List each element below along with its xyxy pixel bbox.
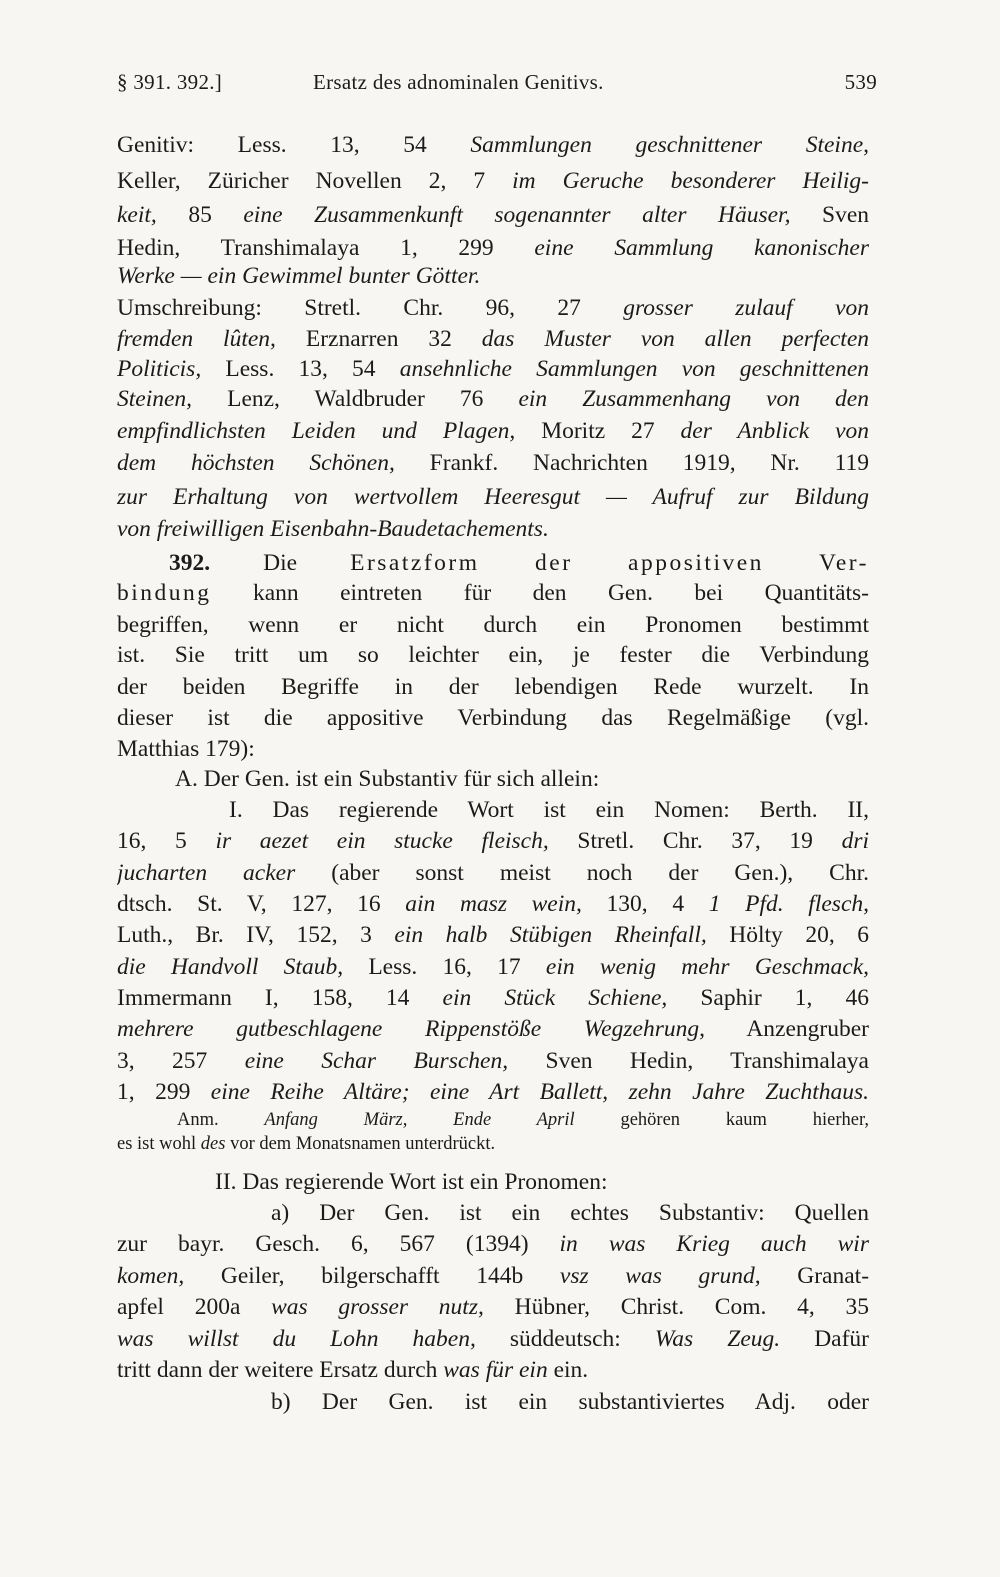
italic-citation: was willst du Lohn haben, (117, 1326, 476, 1352)
text-run: 85 (156, 202, 244, 228)
italic-citation: mehrere gutbeschlagene Rippenstöße Wegzehrung, (117, 1016, 705, 1042)
italic-citation: ein wenig mehr Geschmack, (545, 954, 869, 980)
text-line (117, 983, 869, 1013)
text-line (229, 795, 869, 825)
text-line (117, 130, 869, 160)
italic-citation: eine Reihe Altäre; eine Art Ballett, zehn Jahre Zuchthaus. (210, 1079, 869, 1105)
text-run: Moritz 27 (515, 418, 681, 444)
text-line (117, 1132, 697, 1162)
text-run: Ersatzform der appositiven Ver- (350, 550, 869, 576)
text-run: Geiler, bilgerschafft 144b (184, 1263, 560, 1289)
text-line (117, 233, 869, 263)
text-run: Saphir 1, 46 (667, 985, 869, 1011)
italic-citation: ein Stück Schiene, (442, 985, 668, 1011)
italic-citation: keit, (117, 202, 157, 228)
text-line (215, 1167, 869, 1197)
text-run: A. Der Gen. ist ein Substantiv für sich allein: (175, 766, 600, 792)
text-run: begriffen, wenn er nicht durch ein Pronomen bestimmt (117, 612, 869, 638)
italic-citation: ein halb Stübigen Rheinfall, (394, 922, 707, 948)
text-run: Less. 16, 17 (343, 954, 546, 980)
text-line (117, 354, 869, 384)
text-line (117, 1261, 869, 1291)
text-run: (aber sonst meist noch der Gen.), Chr. (295, 860, 869, 886)
text-line (117, 1014, 869, 1044)
italic-citation: im Geruche besonderer Heilig- (512, 168, 869, 194)
italic-citation: dem höchsten Schönen, (117, 450, 395, 476)
text-line (117, 640, 869, 670)
italic-citation: zur Erhaltung von wertvollem Heeresgut — Aufruf zur Bildung (117, 484, 869, 510)
text-line (117, 1292, 869, 1322)
text-line (117, 1355, 869, 1385)
italic-citation: eine Sammlung kanonischer (534, 235, 869, 261)
text-line (271, 1198, 869, 1228)
italic-citation: ain masz wein, (405, 891, 582, 917)
italic-citation: komen, (117, 1263, 185, 1289)
text-run: dtsch. St. V, 127, 16 (117, 891, 406, 917)
italic-citation: Was Zeug. (654, 1326, 781, 1352)
text-run: ist. Sie tritt um so leichter ein, je fester die Verbindung (117, 642, 869, 668)
italic-citation: Anfang März, Ende April (264, 1110, 575, 1130)
text-run: 130, 4 (581, 891, 709, 917)
italic-citation: fremden lûten, (117, 326, 276, 352)
text-run: tritt dann der weitere Ersatz durch (117, 1357, 444, 1383)
text-line (117, 448, 869, 478)
text-run: Lenz, Waldbruder 76 (192, 386, 519, 412)
text-run: der beiden Begriffe in der lebendigen Rede wurzelt. In (117, 674, 869, 700)
italic-citation: eine Schar Burschen, (244, 1048, 509, 1074)
text-run: gehören kaum hierher, (574, 1110, 869, 1130)
text-line (117, 610, 869, 640)
italic-citation: grosser zulauf von (623, 295, 869, 321)
text-run: Anzengruber (704, 1016, 869, 1042)
italic-citation: empfindlichsten Leiden und Plagen, (117, 418, 516, 444)
running-header (117, 70, 877, 106)
text-line (117, 200, 869, 230)
text-run: Keller, Züricher Novellen 2, 7 (117, 168, 513, 194)
text-run: I. Das regierende Wort ist ein Nomen: Berth. II, (229, 797, 869, 823)
text-line (117, 293, 869, 323)
text-run: kann eintreten für den Gen. bei Quantitäts- (211, 580, 869, 606)
text-line (117, 703, 869, 733)
italic-citation: die Handvoll Staub, (117, 954, 344, 980)
text-line (117, 1077, 869, 1107)
text-line (117, 920, 869, 950)
italic-citation: Werke — ein Gewimmel bunter Götter. (117, 263, 481, 289)
italic-citation: was für ein (443, 1357, 548, 1383)
italic-citation: was grosser nutz, (271, 1294, 484, 1320)
italic-citation: dri (841, 828, 869, 854)
text-line (117, 166, 869, 196)
text-run: a) Der Gen. ist ein echtes Substantiv: Quellen (271, 1200, 869, 1226)
text-run: apfel 200a (117, 1294, 272, 1320)
text-line (117, 1046, 869, 1076)
italic-citation: Steinen, (117, 386, 193, 412)
header-title: Ersatz des adnominalen Genitivs. (313, 70, 604, 94)
text-run: bindung (117, 580, 212, 606)
italic-citation: ein Zusammenhang von den (518, 386, 869, 412)
header-section: § 391. 392.] (117, 70, 223, 94)
italic-citation: der Anblick von (680, 418, 869, 444)
italic-citation: jucharten acker (117, 860, 296, 886)
text-run: Luth., Br. IV, 152, 3 (117, 922, 395, 948)
text-line (117, 416, 869, 446)
text-line (117, 858, 869, 888)
italic-citation: das Muster von allen perfecten (481, 326, 869, 352)
text-line (117, 578, 869, 608)
text-line (117, 261, 869, 291)
text-line (117, 889, 869, 919)
text-run: süddeutsch: (475, 1326, 655, 1352)
text-run: Stretl. Chr. 37, 19 (548, 828, 842, 854)
text-run: Erznarren 32 (275, 326, 482, 352)
text-line (117, 1229, 869, 1259)
text-line (117, 1324, 869, 1354)
text-run: es ist wohl (117, 1134, 201, 1154)
page-number: 539 (844, 70, 877, 94)
italic-citation: Politicis, (117, 356, 202, 382)
text-run: Sven Hedin, Transhimalaya (508, 1048, 869, 1074)
text-run: 1, 299 (117, 1079, 211, 1105)
italic-citation: von freiwilligen Eisenbahn-Baudetachements. (117, 516, 549, 542)
text-run: 3, 257 (117, 1048, 245, 1074)
text-run: dieser ist die appositive Verbindung das Regelmäßige (vgl. (117, 705, 869, 731)
text-run: Granat- (760, 1263, 869, 1289)
italic-citation: Sammlungen geschnittener Steine, (470, 132, 869, 158)
text-run: Dafür (780, 1326, 869, 1352)
text-line (117, 384, 869, 414)
text-line (117, 672, 869, 702)
text-run: Less. 13, 54 (201, 356, 400, 382)
text-line (117, 324, 869, 354)
text-line (175, 764, 869, 794)
text-run: Matthias 179): (117, 736, 255, 762)
text-run: II. Das regierende Wort ist ein Pronomen: (215, 1169, 608, 1195)
italic-citation: vsz was grund, (559, 1263, 761, 1289)
text-run: ein. (547, 1357, 589, 1383)
text-run: Anm. (177, 1110, 265, 1130)
text-run: zur bayr. Gesch. 6, 567 (1394) (117, 1231, 560, 1257)
text-run: Sven (790, 202, 869, 228)
text-run: Frankf. Nachrichten 1919, Nr. 119 (394, 450, 869, 476)
text-line (117, 482, 869, 512)
text-line (169, 548, 869, 578)
text-run: Hedin, Transhimalaya 1, 299 (117, 235, 535, 261)
text-line (117, 952, 869, 982)
text-run: Genitiv: Less. 13, 54 (117, 132, 471, 158)
text-run: b) Der Gen. ist ein substantiviertes Adj. oder (271, 1389, 869, 1415)
section-number: 392. (169, 550, 211, 576)
text-run: Umschreibung: Stretl. Chr. 96, 27 (117, 295, 624, 321)
italic-citation: ir aezet ein stucke fleisch, (215, 828, 549, 854)
italic-citation: 1 Pfd. flesch, (708, 891, 869, 917)
italic-citation: in was Krieg auch wir (559, 1231, 869, 1257)
text-run: Hübner, Christ. Com. 4, 35 (483, 1294, 869, 1320)
text-line (117, 826, 869, 856)
text-run: Immermann I, 158, 14 (117, 985, 443, 1011)
text-run: vor dem Monatsnamen unterdrückt. (225, 1134, 496, 1154)
italic-citation: eine Zusammenkunft sogenannter alter Häuser, (243, 202, 791, 228)
italic-citation: des (200, 1134, 226, 1154)
text-run: 16, 5 (117, 828, 216, 854)
text-run: Hölty 20, 6 (706, 922, 869, 948)
italic-citation: ansehnliche Sammlungen von geschnittenen (399, 356, 869, 382)
text-line (271, 1387, 869, 1417)
text-line (117, 734, 869, 764)
text-run: Die (210, 550, 351, 576)
text-line (117, 514, 869, 544)
